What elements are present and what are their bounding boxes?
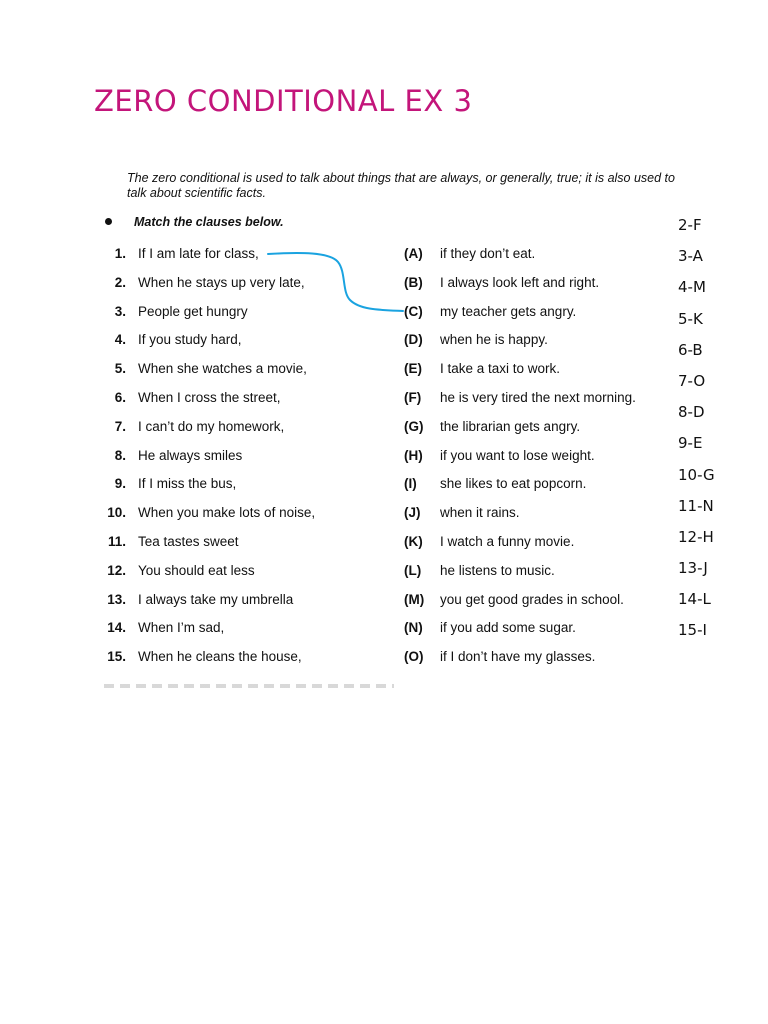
table-row: [0, 244, 768, 264]
ending-text: I always look left and right.: [440, 274, 600, 290]
answer-item: 9-E: [678, 434, 703, 453]
ending-letter: (H): [404, 447, 423, 463]
ending-letter: (F): [404, 390, 422, 405]
clause-text: People get hungry: [138, 303, 248, 319]
ending-letter: (D): [404, 332, 423, 348]
table-row: [0, 446, 768, 466]
ending-letter: (J): [404, 505, 421, 521]
ending-letter: (E): [404, 361, 422, 377]
ending-letter: (O): [404, 649, 424, 665]
ending-letter: (M): [404, 591, 425, 607]
table-row: [0, 474, 768, 494]
clause-text: When he stays up very late,: [138, 274, 305, 290]
answer-item: 3-A: [678, 247, 703, 266]
cut-off-text-line: [104, 684, 394, 688]
clause-number: 6.: [114, 390, 126, 405]
clause-number: 5.: [114, 361, 126, 377]
instruction-text: Match the clauses below.: [134, 215, 284, 229]
answer-item: 10-G: [678, 465, 715, 484]
ending-letter: (K): [404, 534, 423, 549]
clause-text: He always smiles: [138, 447, 243, 463]
ending-letter: (I): [404, 476, 417, 492]
clause-text: You should eat less: [138, 562, 255, 578]
clause-text: If I miss the bus,: [138, 476, 237, 492]
table-row: [0, 330, 768, 350]
ending-text: when he is happy.: [440, 332, 548, 348]
ending-letter: (C): [404, 303, 423, 319]
ending-text: I take a taxi to work.: [440, 361, 561, 377]
table-row: [0, 273, 768, 293]
bullet-icon: [105, 218, 112, 225]
clause-number: 9.: [114, 476, 126, 492]
table-row: [0, 647, 768, 667]
clause-text: When you make lots of noise,: [138, 505, 316, 521]
answer-item: 14-L: [678, 590, 711, 609]
clause-text: Tea tastes sweet: [138, 534, 239, 549]
ending-text: if I don’t have my glasses.: [440, 649, 596, 665]
clause-text: When I’m sad,: [138, 620, 225, 636]
answer-item: 6-B: [678, 340, 703, 359]
clause-text: I always take my umbrella: [138, 591, 294, 607]
table-row: [0, 532, 768, 552]
clause-number: 2.: [114, 274, 126, 290]
answer-item: 12-H: [678, 527, 714, 546]
table-row: [0, 302, 768, 322]
clause-number: 11.: [107, 534, 126, 549]
answer-list: [678, 214, 715, 651]
ending-text: the librarian gets angry.: [440, 418, 581, 434]
ending-text: my teacher gets angry.: [440, 303, 577, 319]
clause-number: 7.: [114, 418, 126, 434]
intro-text: The zero conditional is used to talk about things that are always, or generally, true; it is also used to talk about scientific facts.: [127, 171, 675, 200]
answer-item: 13-J: [678, 559, 708, 578]
table-row: [0, 417, 768, 437]
clause-text: When she watches a movie,: [138, 361, 307, 377]
clause-number: 3.: [114, 303, 126, 319]
ending-text: he listens to music.: [440, 562, 555, 578]
clause-number: 10.: [107, 505, 126, 521]
table-row: [0, 359, 768, 379]
answer-item: 4-M: [678, 278, 706, 297]
answer-item: 15-I: [678, 621, 707, 640]
ending-text: you get good grades in school.: [440, 591, 624, 607]
ending-text: if they don’t eat.: [440, 246, 536, 261]
clause-number: 8.: [114, 447, 126, 463]
answer-item: 5-K: [678, 309, 703, 328]
ending-letter: (G): [404, 418, 424, 434]
clause-number: 12.: [107, 562, 126, 578]
clause-number: 14.: [107, 620, 126, 636]
ending-text: when it rains.: [440, 505, 520, 521]
clause-text: If you study hard,: [138, 332, 242, 348]
table-row: [0, 590, 768, 610]
table-row: [0, 503, 768, 523]
ending-text: she likes to eat popcorn.: [440, 476, 587, 492]
table-row: [0, 388, 768, 408]
ending-letter: (L): [404, 562, 422, 578]
clause-number: 13.: [107, 591, 126, 607]
clause-text: When he cleans the house,: [138, 649, 302, 665]
table-row: [0, 618, 768, 638]
ending-letter: (N): [404, 620, 423, 636]
clause-text: When I cross the street,: [138, 390, 281, 405]
ending-text: he is very tired the next morning.: [440, 390, 636, 405]
clause-number: 15.: [107, 649, 126, 665]
clause-text: If I am late for class,: [138, 246, 259, 261]
ending-text: I watch a funny movie.: [440, 534, 575, 549]
clause-number: 1.: [114, 246, 126, 261]
clause-number: 4.: [114, 332, 126, 348]
clause-text: I can’t do my homework,: [138, 418, 285, 434]
answer-item: 11-N: [678, 496, 714, 515]
ending-text: if you want to lose weight.: [440, 447, 595, 463]
ending-letter: (B): [404, 274, 423, 290]
answer-item: 2-F: [678, 216, 702, 234]
page-title: ZERO CONDITIONAL EX 3: [94, 84, 473, 118]
ending-text: if you add some sugar.: [440, 620, 576, 636]
table-row: [0, 561, 768, 581]
answer-item: 7-O: [678, 371, 706, 390]
answer-item: 8-D: [678, 403, 705, 422]
ending-letter: (A): [404, 246, 423, 261]
